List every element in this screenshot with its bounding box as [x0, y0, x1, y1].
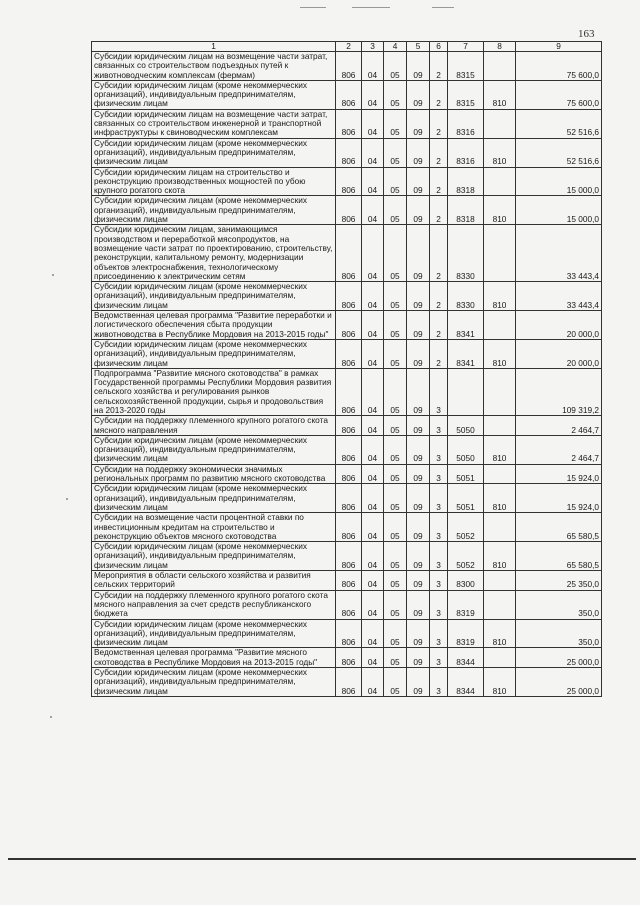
table-row: [92, 648, 602, 668]
code-ministry-cell: 806: [336, 513, 362, 542]
code-ministry-cell: 806: [336, 339, 362, 368]
code-item-cell: 8319: [448, 619, 484, 648]
code-ministry-cell: 806: [336, 435, 362, 464]
amount-cell: 2 464,7: [516, 416, 602, 436]
code-ministry-cell: 806: [336, 464, 362, 484]
code-program-cell: 09: [407, 339, 430, 368]
code-subprogram-cell: 2: [430, 339, 448, 368]
table-row: [92, 368, 602, 415]
code-program-cell: 09: [407, 225, 430, 282]
code-expense-type-cell: 810: [484, 282, 516, 311]
code-expense-type-cell: 810: [484, 196, 516, 225]
column-header-8: 8: [484, 42, 516, 52]
table-row: [92, 484, 602, 513]
code-ministry-cell: 806: [336, 416, 362, 436]
scan-speck: [52, 274, 54, 276]
table-row: [92, 571, 602, 591]
table-row: [92, 138, 602, 167]
code-subprogram-cell: 3: [430, 435, 448, 464]
code-section-cell: 04: [362, 590, 384, 619]
amount-cell: 20 000,0: [516, 311, 602, 340]
code-item-cell: 5052: [448, 513, 484, 542]
row-name-cell: Ведомственная целевая программа "Развитие мясного скотоводства в Республике Мордовия на 2013-2015 годы": [92, 648, 336, 668]
code-item-cell: 8341: [448, 339, 484, 368]
column-header-5: 5: [407, 42, 430, 52]
code-section-cell: 04: [362, 542, 384, 571]
code-subsection-cell: 05: [384, 464, 407, 484]
column-header-4: 4: [384, 42, 407, 52]
code-section-cell: 04: [362, 109, 384, 138]
code-expense-type-cell: [484, 52, 516, 81]
code-subsection-cell: 05: [384, 282, 407, 311]
amount-cell: 15 924,0: [516, 464, 602, 484]
code-subsection-cell: 05: [384, 80, 407, 109]
column-header-7: 7: [448, 42, 484, 52]
code-section-cell: 04: [362, 52, 384, 81]
table-row: [92, 339, 602, 368]
code-item-cell: 8330: [448, 282, 484, 311]
row-name-cell: Мероприятия в области сельского хозяйства и развития сельских территорий: [92, 571, 336, 591]
code-item-cell: 8318: [448, 196, 484, 225]
table-row: [92, 416, 602, 436]
column-header-1: 1: [92, 42, 336, 52]
code-item-cell: 8319: [448, 590, 484, 619]
table-row: [92, 282, 602, 311]
code-program-cell: 09: [407, 571, 430, 591]
amount-cell: 25 000,0: [516, 668, 602, 697]
amount-cell: 75 600,0: [516, 52, 602, 81]
code-item-cell: 8330: [448, 225, 484, 282]
code-ministry-cell: 806: [336, 311, 362, 340]
amount-cell: 2 464,7: [516, 435, 602, 464]
column-header-9: 9: [516, 42, 602, 52]
table-row: [92, 435, 602, 464]
code-ministry-cell: 806: [336, 571, 362, 591]
amount-cell: 20 000,0: [516, 339, 602, 368]
code-section-cell: 04: [362, 668, 384, 697]
amount-cell: 33 443,4: [516, 225, 602, 282]
code-section-cell: 04: [362, 513, 384, 542]
code-item-cell: 5051: [448, 464, 484, 484]
page-number: 163: [578, 28, 595, 40]
amount-cell: 15 000,0: [516, 196, 602, 225]
code-section-cell: 04: [362, 196, 384, 225]
code-subprogram-cell: 3: [430, 668, 448, 697]
code-section-cell: 04: [362, 464, 384, 484]
code-section-cell: 04: [362, 619, 384, 648]
amount-cell: 75 600,0: [516, 80, 602, 109]
code-subsection-cell: 05: [384, 484, 407, 513]
code-expense-type-cell: 810: [484, 619, 516, 648]
code-program-cell: 09: [407, 80, 430, 109]
scan-speck: [66, 498, 68, 500]
code-item-cell: 8344: [448, 648, 484, 668]
code-expense-type-cell: 810: [484, 339, 516, 368]
amount-cell: 33 443,4: [516, 282, 602, 311]
amount-cell: 52 516,6: [516, 138, 602, 167]
code-item-cell: 8300: [448, 571, 484, 591]
code-subsection-cell: 05: [384, 368, 407, 415]
row-name-cell: Субсидии юридическим лицам (кроме некоммерческих организаций), индивидуальным предпринимателям, физическим лицам: [92, 339, 336, 368]
code-subprogram-cell: 2: [430, 109, 448, 138]
code-subprogram-cell: 3: [430, 571, 448, 591]
code-subprogram-cell: 3: [430, 648, 448, 668]
code-ministry-cell: 806: [336, 52, 362, 81]
code-section-cell: 04: [362, 167, 384, 196]
table-row: [92, 311, 602, 340]
code-subsection-cell: 05: [384, 138, 407, 167]
code-subprogram-cell: 3: [430, 464, 448, 484]
budget-table: [91, 41, 602, 697]
code-expense-type-cell: [484, 590, 516, 619]
code-expense-type-cell: [484, 167, 516, 196]
row-name-cell: Подпрограмма "Развитие мясного скотоводства" в рамках Государственной программы Республики Мордовия развития сельского хозяйства и регулирования рынков сельскохозяйственной продукции, сырья и продовольствия на 2013-2020 годы: [92, 368, 336, 415]
amount-cell: 350,0: [516, 619, 602, 648]
code-subsection-cell: 05: [384, 513, 407, 542]
scan-mark: [352, 7, 390, 8]
code-expense-type-cell: [484, 648, 516, 668]
code-subsection-cell: 05: [384, 571, 407, 591]
code-section-cell: 04: [362, 80, 384, 109]
row-name-cell: Субсидии на поддержку экономически значимых региональных программ по развитию мясного скотоводства: [92, 464, 336, 484]
code-subsection-cell: 05: [384, 52, 407, 81]
code-item-cell: 8315: [448, 80, 484, 109]
amount-cell: 15 924,0: [516, 484, 602, 513]
code-subprogram-cell: 2: [430, 196, 448, 225]
code-expense-type-cell: [484, 464, 516, 484]
code-ministry-cell: 806: [336, 167, 362, 196]
table-row: [92, 668, 602, 697]
scan-mark: [432, 7, 454, 8]
code-program-cell: 09: [407, 668, 430, 697]
code-subprogram-cell: 3: [430, 484, 448, 513]
code-section-cell: 04: [362, 282, 384, 311]
table-row: [92, 196, 602, 225]
row-name-cell: Субсидии юридическим лицам на строительство и реконструкцию производственных мощностей по убою крупного рогатого скота: [92, 167, 336, 196]
code-ministry-cell: 806: [336, 225, 362, 282]
amount-cell: 15 000,0: [516, 167, 602, 196]
code-program-cell: 09: [407, 542, 430, 571]
code-expense-type-cell: [484, 571, 516, 591]
scan-speck: [50, 716, 52, 718]
code-subprogram-cell: 3: [430, 542, 448, 571]
amount-cell: 25 350,0: [516, 571, 602, 591]
code-program-cell: 09: [407, 464, 430, 484]
code-expense-type-cell: 810: [484, 435, 516, 464]
code-section-cell: 04: [362, 225, 384, 282]
row-name-cell: Ведомственная целевая программа "Развитие переработки и логистического обеспечения сбыта продукции животноводства в Республике Мордовия на 2013-2015 годы": [92, 311, 336, 340]
code-ministry-cell: 806: [336, 648, 362, 668]
code-subsection-cell: 05: [384, 542, 407, 571]
code-ministry-cell: 806: [336, 80, 362, 109]
code-program-cell: 09: [407, 196, 430, 225]
amount-cell: 65 580,5: [516, 513, 602, 542]
code-item-cell: 8318: [448, 167, 484, 196]
code-expense-type-cell: [484, 311, 516, 340]
code-program-cell: 09: [407, 484, 430, 513]
row-name-cell: Субсидии юридическим лицам (кроме некоммерческих организаций), индивидуальным предпринимателям, физическим лицам: [92, 435, 336, 464]
scan-mark: [300, 7, 326, 8]
code-item-cell: 5050: [448, 435, 484, 464]
code-subsection-cell: 05: [384, 339, 407, 368]
code-program-cell: 09: [407, 52, 430, 81]
code-subprogram-cell: 2: [430, 52, 448, 81]
code-subprogram-cell: 3: [430, 368, 448, 415]
code-program-cell: 09: [407, 368, 430, 415]
code-subprogram-cell: 2: [430, 282, 448, 311]
row-name-cell: Субсидии юридическим лицам (кроме некоммерческих организаций), индивидуальным предпринимателям, физическим лицам: [92, 668, 336, 697]
table-header-row: [92, 42, 602, 52]
amount-cell: 109 319,2: [516, 368, 602, 415]
code-item-cell: 5051: [448, 484, 484, 513]
code-subprogram-cell: 2: [430, 167, 448, 196]
code-expense-type-cell: [484, 513, 516, 542]
code-subsection-cell: 05: [384, 590, 407, 619]
amount-cell: 65 580,5: [516, 542, 602, 571]
code-section-cell: 04: [362, 339, 384, 368]
code-expense-type-cell: [484, 225, 516, 282]
code-program-cell: 09: [407, 648, 430, 668]
code-program-cell: 09: [407, 109, 430, 138]
code-subprogram-cell: 2: [430, 80, 448, 109]
code-program-cell: 09: [407, 138, 430, 167]
table-row: [92, 513, 602, 542]
amount-cell: 350,0: [516, 590, 602, 619]
code-ministry-cell: 806: [336, 668, 362, 697]
code-subprogram-cell: 3: [430, 513, 448, 542]
code-program-cell: 09: [407, 416, 430, 436]
code-item-cell: 8315: [448, 52, 484, 81]
code-subsection-cell: 05: [384, 311, 407, 340]
code-program-cell: 09: [407, 167, 430, 196]
row-name-cell: Субсидии на возмещение части процентной ставки по инвестиционным кредитам на строительство и реконструкцию объектов мясного скотоводства: [92, 513, 336, 542]
code-expense-type-cell: [484, 109, 516, 138]
code-section-cell: 04: [362, 368, 384, 415]
code-item-cell: 5052: [448, 542, 484, 571]
row-name-cell: Субсидии на поддержку племенного крупного рогатого скота мясного направления за счет средств республиканского бюджета: [92, 590, 336, 619]
row-name-cell: Субсидии юридическим лицам на возмещение части затрат, связанных со строительством подъездных путей к животноводческим комплексам (фермам): [92, 52, 336, 81]
code-subprogram-cell: 2: [430, 311, 448, 340]
amount-cell: 52 516,6: [516, 109, 602, 138]
code-ministry-cell: 806: [336, 619, 362, 648]
row-name-cell: Субсидии юридическим лицам на возмещение части затрат, связанных со строительством инженерной и транспортной инфраструктуры к свиноводческим комплексам: [92, 109, 336, 138]
code-subprogram-cell: 3: [430, 416, 448, 436]
code-program-cell: 09: [407, 513, 430, 542]
code-item-cell: 8316: [448, 138, 484, 167]
code-subprogram-cell: 2: [430, 225, 448, 282]
code-expense-type-cell: [484, 416, 516, 436]
page-bottom-rule: [8, 858, 636, 860]
code-program-cell: 09: [407, 619, 430, 648]
code-subsection-cell: 05: [384, 668, 407, 697]
table-row: [92, 167, 602, 196]
code-expense-type-cell: 810: [484, 668, 516, 697]
column-header-2: 2: [336, 42, 362, 52]
table-row: [92, 52, 602, 81]
code-program-cell: 09: [407, 282, 430, 311]
code-ministry-cell: 806: [336, 590, 362, 619]
code-section-cell: 04: [362, 648, 384, 668]
code-subsection-cell: 05: [384, 196, 407, 225]
code-section-cell: 04: [362, 138, 384, 167]
row-name-cell: Субсидии юридическим лицам (кроме некоммерческих организаций), индивидуальным предпринимателям, физическим лицам: [92, 484, 336, 513]
code-item-cell: 8341: [448, 311, 484, 340]
code-subsection-cell: 05: [384, 619, 407, 648]
table-row: [92, 80, 602, 109]
table-row: [92, 619, 602, 648]
code-item-cell: [448, 368, 484, 415]
code-subsection-cell: 05: [384, 225, 407, 282]
table-row: [92, 464, 602, 484]
table-row: [92, 109, 602, 138]
row-name-cell: Субсидии юридическим лицам (кроме некоммерческих организаций), индивидуальным предпринимателям, физическим лицам: [92, 619, 336, 648]
code-expense-type-cell: [484, 368, 516, 415]
row-name-cell: Субсидии юридическим лицам (кроме некоммерческих организаций), индивидуальным предпринимателям, физическим лицам: [92, 138, 336, 167]
code-subsection-cell: 05: [384, 648, 407, 668]
code-section-cell: 04: [362, 571, 384, 591]
row-name-cell: Субсидии на поддержку племенного крупного рогатого скота мясного направления: [92, 416, 336, 436]
code-expense-type-cell: 810: [484, 138, 516, 167]
code-subsection-cell: 05: [384, 167, 407, 196]
code-ministry-cell: 806: [336, 484, 362, 513]
code-program-cell: 09: [407, 435, 430, 464]
code-section-cell: 04: [362, 416, 384, 436]
code-section-cell: 04: [362, 484, 384, 513]
code-item-cell: 5050: [448, 416, 484, 436]
code-subsection-cell: 05: [384, 109, 407, 138]
code-ministry-cell: 806: [336, 196, 362, 225]
code-ministry-cell: 806: [336, 109, 362, 138]
column-header-3: 3: [362, 42, 384, 52]
table-row: [92, 225, 602, 282]
row-name-cell: Субсидии юридическим лицам (кроме некоммерческих организаций), индивидуальным предпринимателям, физическим лицам: [92, 542, 336, 571]
table-body: [92, 52, 602, 697]
column-header-6: 6: [430, 42, 448, 52]
code-section-cell: 04: [362, 435, 384, 464]
amount-cell: 25 000,0: [516, 648, 602, 668]
row-name-cell: Субсидии юридическим лицам (кроме некоммерческих организаций), индивидуальным предпринимателям, физическим лицам: [92, 80, 336, 109]
code-ministry-cell: 806: [336, 542, 362, 571]
code-subprogram-cell: 2: [430, 138, 448, 167]
code-subsection-cell: 05: [384, 416, 407, 436]
code-expense-type-cell: 810: [484, 484, 516, 513]
row-name-cell: Субсидии юридическим лицам (кроме некоммерческих организаций), индивидуальным предпринимателям, физическим лицам: [92, 196, 336, 225]
code-section-cell: 04: [362, 311, 384, 340]
row-name-cell: Субсидии юридическим лицам (кроме некоммерческих организаций), индивидуальным предпринимателям, физическим лицам: [92, 282, 336, 311]
code-subsection-cell: 05: [384, 435, 407, 464]
code-ministry-cell: 806: [336, 368, 362, 415]
code-item-cell: 8344: [448, 668, 484, 697]
table-row: [92, 590, 602, 619]
code-item-cell: 8316: [448, 109, 484, 138]
row-name-cell: Субсидии юридическим лицам, занимающимся производством и переработкой мясопродуктов, на возмещение части затрат по проектированию, строительству, реконструкции, капитальному ремонту, модернизации объектов электроснабжения, технологическому присоединению к электрическим сетям: [92, 225, 336, 282]
code-expense-type-cell: 810: [484, 80, 516, 109]
table-row: [92, 542, 602, 571]
code-ministry-cell: 806: [336, 282, 362, 311]
code-ministry-cell: 806: [336, 138, 362, 167]
code-subprogram-cell: 3: [430, 619, 448, 648]
code-program-cell: 09: [407, 590, 430, 619]
code-expense-type-cell: 810: [484, 542, 516, 571]
code-program-cell: 09: [407, 311, 430, 340]
code-subprogram-cell: 3: [430, 590, 448, 619]
